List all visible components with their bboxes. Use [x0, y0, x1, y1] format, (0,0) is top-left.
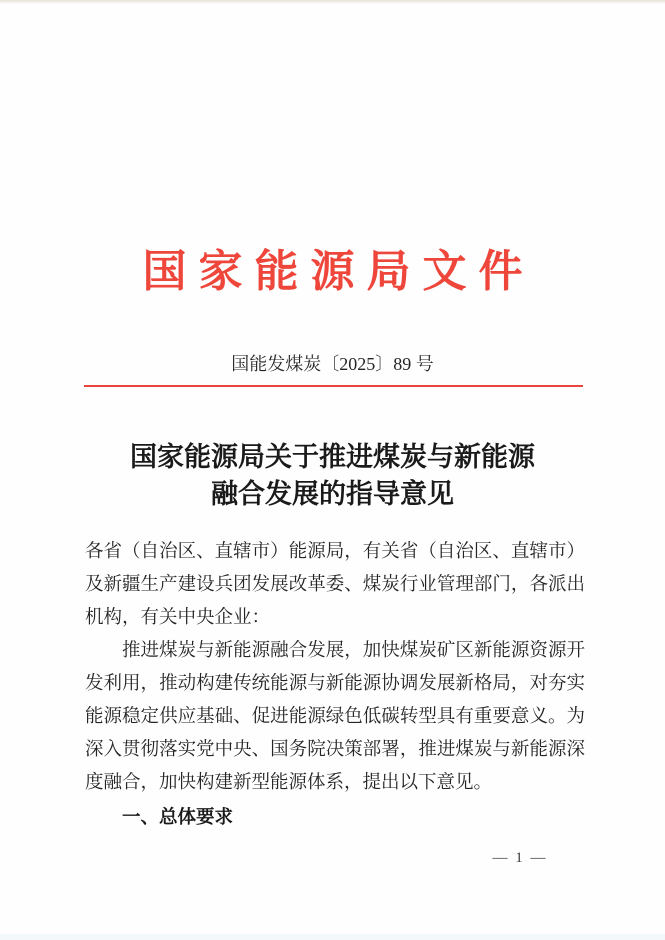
section-heading-1: 一、总体要求 [122, 806, 234, 827]
red-rule-divider [84, 385, 583, 387]
document-title-line2: 融合发展的指导意见 [211, 479, 454, 509]
document-title [0, 439, 665, 513]
body-paragraph-1: 推进煤炭与新能源融合发展，加快煤炭矿区新能源资源开发利用，推动构建传统能源与新能源协调发展新格局，对夯实能源稳定供应基础、促进能源绿色低碳转型具有重要意义。为深入贯彻落实党中央、国务院决策部署，推进煤炭与新能源深度融合，加快构建新型能源体系，提出以下意见。 [85, 641, 585, 793]
scan-edge-top [0, 0, 665, 4]
scan-edge-bottom [0, 934, 665, 940]
org-header: 国家能源局文件 [142, 247, 535, 296]
document-title-line1: 国家能源局关于推进煤炭与新能源 [130, 442, 535, 472]
addressee-paragraph: 各省（自治区、直辖市）能源局，有关省（自治区、直辖市）及新疆生产建设兵团发展改革委、煤炭行业管理部门，各派出机构，有关中央企业： [85, 542, 585, 628]
page-number: — 1 — [492, 850, 548, 866]
document-body [85, 536, 585, 833]
doc-number: 国能发煤炭〔2025〕89 号 [231, 354, 434, 374]
